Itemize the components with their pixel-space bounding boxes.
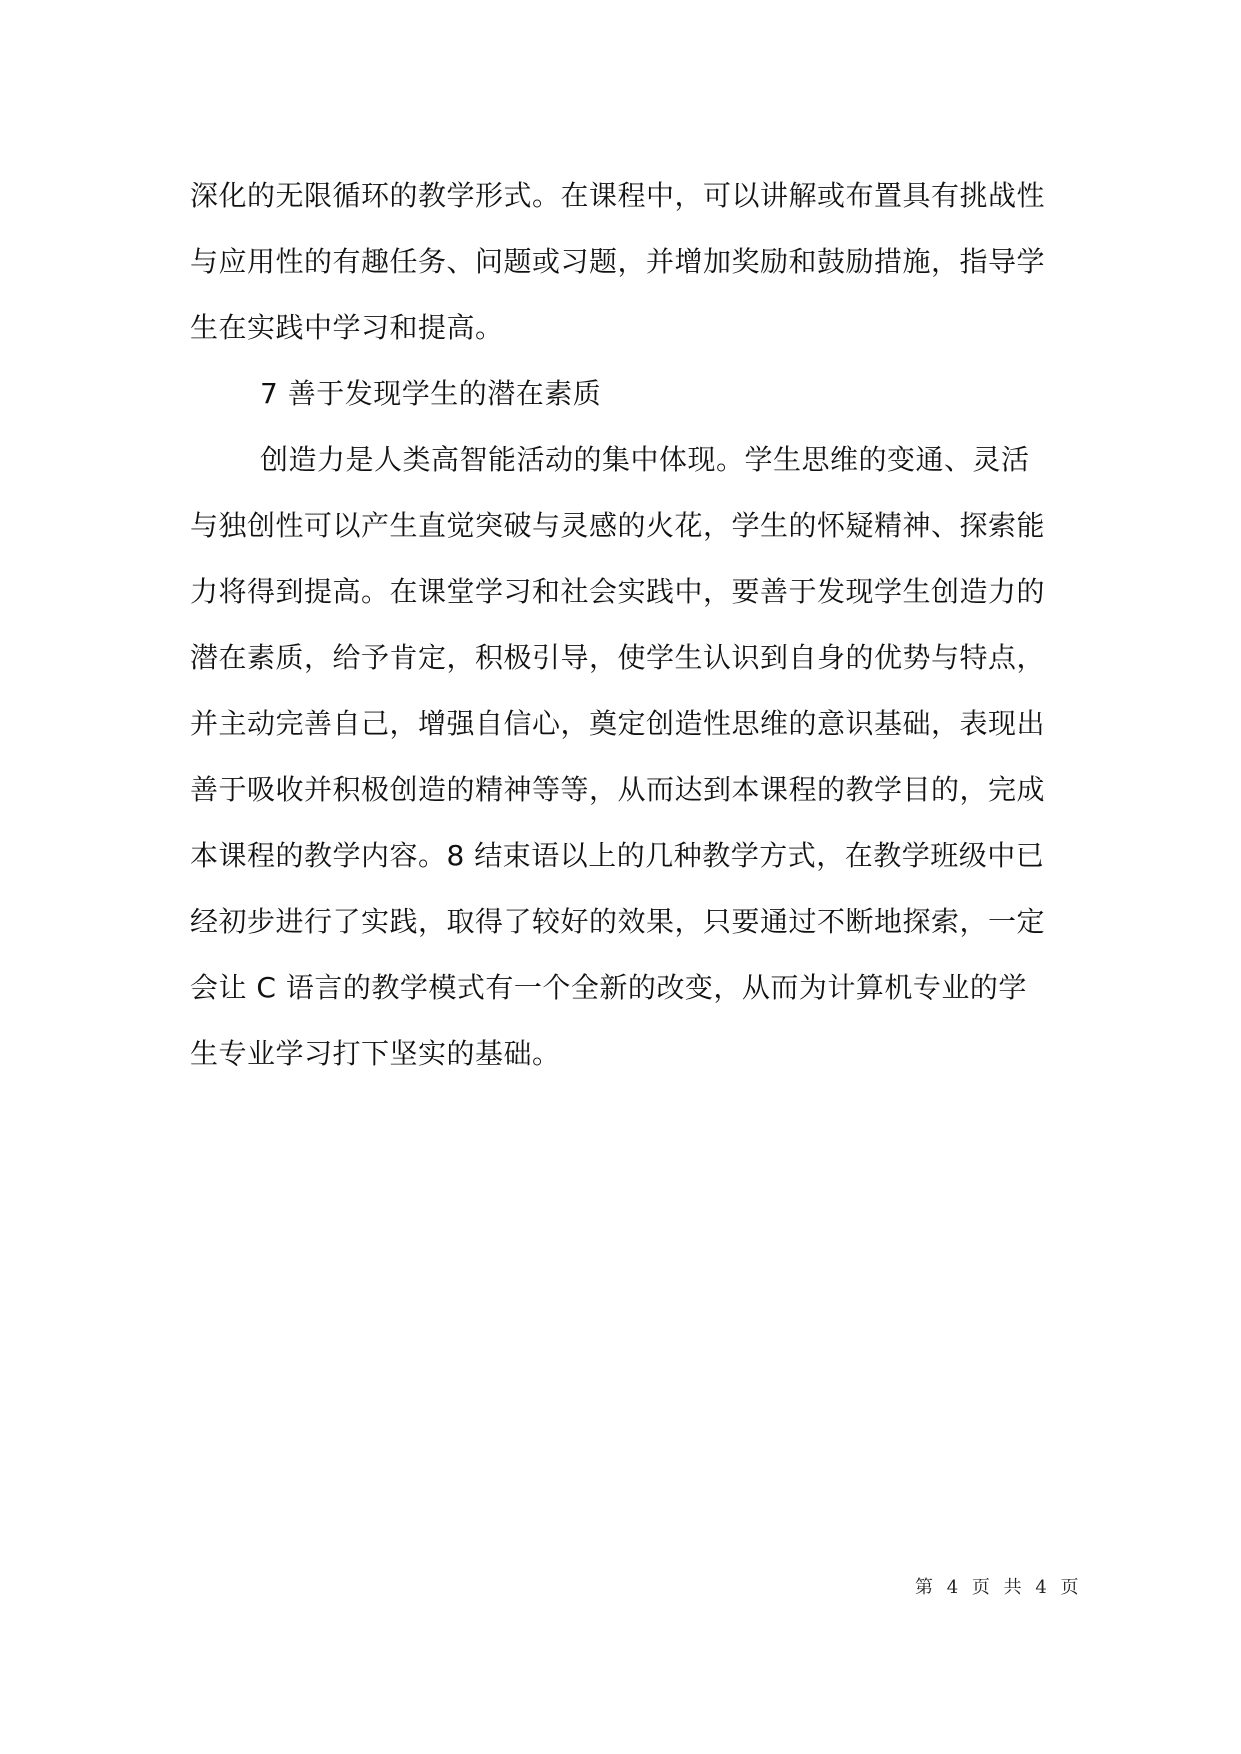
- paragraph-line: 会让 C 语言的教学模式有一个全新的改变，从而为计算机专业的学: [190, 971, 1027, 1004]
- paragraph-line: 潜在素质，给予肯定，积极引导，使学生认识到自身的优势与特点，: [190, 641, 1046, 674]
- paragraph-line: 本课程的教学内容。8 结束语以上的几种教学方式，在教学班级中已: [190, 839, 1045, 872]
- paragraph-line: 生在实践中学习和提高。: [190, 311, 504, 344]
- paragraph-line: 与应用性的有趣任务、问题或习题，并增加奖励和鼓励措施，指导学: [190, 245, 1046, 278]
- paragraph-line: 并主动完善自己，增强自信心，奠定创造性思维的意识基础，表现出: [190, 707, 1046, 740]
- body-text: [190, 163, 1070, 1087]
- paragraph-line: 力将得到提高。在课堂学习和社会实践中，要善于发现学生创造力的: [190, 575, 1046, 608]
- paragraph-line: 善于吸收并积极创造的精神等等，从而达到本课程的教学目的，完成: [190, 773, 1046, 806]
- paragraph-line: 深化的无限循环的教学形式。在课程中，可以讲解或布置具有挑战性: [190, 179, 1046, 212]
- paragraph-line: 生专业学习打下坚实的基础。: [190, 1037, 561, 1070]
- page-number-footer: 第 4 页 共 4 页: [915, 1577, 1083, 1598]
- section-heading: 7 善于发现学生的潜在素质: [260, 377, 602, 410]
- paragraph-line: 经初步进行了实践，取得了较好的效果，只要通过不断地探索，一定: [190, 905, 1046, 938]
- paragraph-line: 创造力是人类高智能活动的集中体现。学生思维的变通、灵活: [260, 443, 1030, 476]
- paragraph-line: 与独创性可以产生直觉突破与灵感的火花，学生的怀疑精神、探索能: [190, 509, 1046, 542]
